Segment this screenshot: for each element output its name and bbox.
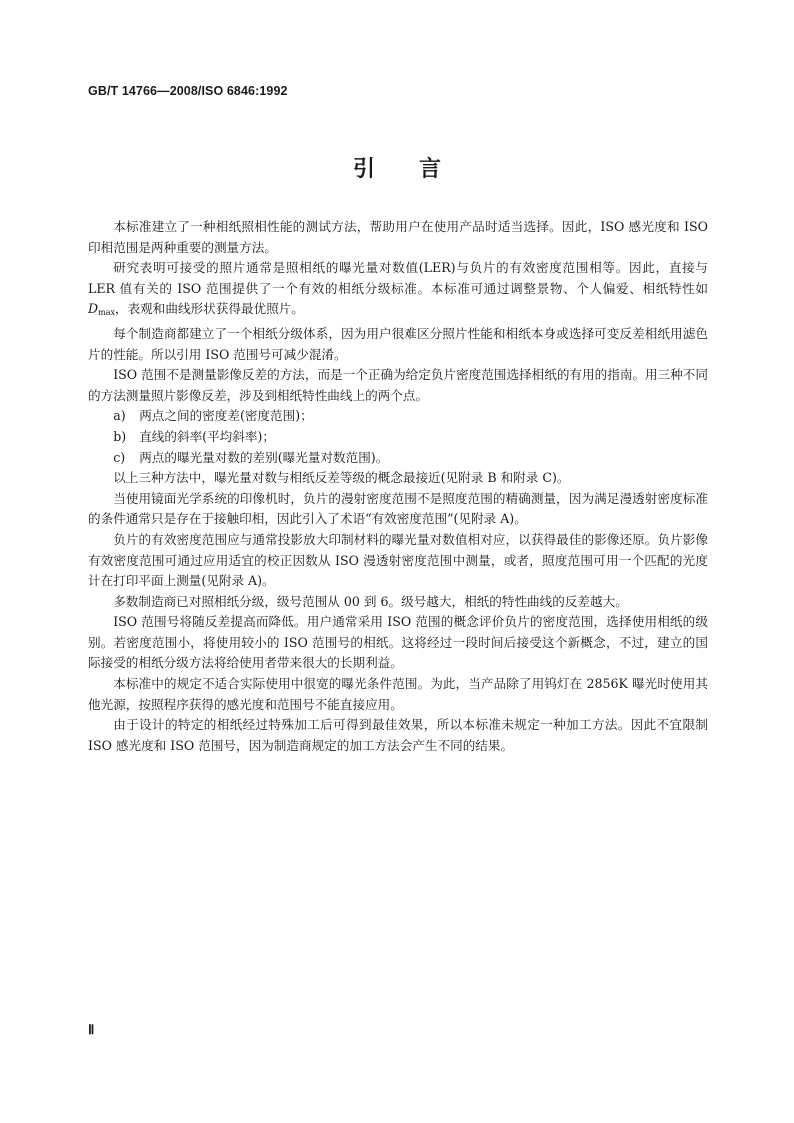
list-item-text: 直线的斜率(平均斜率)； [139, 428, 275, 444]
page-title: 引 言 [352, 157, 441, 182]
list-item-label: b) [113, 428, 127, 444]
page-number: Ⅱ [88, 1022, 95, 1037]
list-item-label: a) [113, 408, 126, 424]
paragraph: 本标准建立了一种相纸照相性能的测试方法，帮助用户在使用产品时适当选择。因此，ISO 感光度和 ISO 印相范围是两种重要的测量方法。 [88, 219, 708, 255]
list-item [88, 427, 708, 448]
paragraph: 本标准中的规定不适合实际使用中很宽的曝光条件范围。为此，当产品除了用钨灯在 2856K 曝光时使用其他光源，按照程序获得的感光度和范围号不能直接应用。 [88, 676, 708, 712]
paragraph: ISO 范围不是测量影像反差的方法，而是一个正确为给定负片密度范围选择相纸的有用的指南。用三种不同的方法测量照片影像反差，涉及到相纸特性曲线上的两个点。 [88, 367, 708, 403]
list-item-text: 两点的曝光量对数的差别(曝光量对数范围)。 [139, 449, 389, 465]
list-item [88, 406, 708, 427]
paragraph: 多数制造商已对照相纸分级，级号范围从 00 到 6。级号越大，相纸的特性曲线的反差越大。 [113, 593, 628, 609]
list-item-label: c) [113, 449, 126, 465]
paragraph: 由于设计的特定的相纸经过特殊加工后可得到最佳效果，所以本标准未规定一种加工方法。因此不宜限制 ISO 感光度和 ISO 范围号，因为制造商规定的加工方法会产生不同的结果。 [88, 717, 708, 753]
paragraph: ISO 范围号将随反差提高而降低。用户通常采用 ISO 范围的概念评价负片的密度范围，选择使用相纸的级别。若密度范围小，将使用较小的 ISO 范围号的相纸。这将经过一段时间后接受这个新概念，不过，建立的国际接受的相纸分级方法将给使用者带来很大的长期利益。 [88, 614, 708, 671]
paragraph [88, 258, 708, 324]
paragraph: 以上三种方法中，曝光量对数与相纸反差等级的概念最接近(见附录 B 和附录 C)。 [113, 470, 570, 486]
paragraph: 每个制造商都建立了一个相纸分级体系，因为用户很难区分照片性能和相纸本身或选择可变反差相纸用滤色片的性能。所以引用 ISO 范围号可减少混淆。 [88, 325, 708, 362]
list-item-text: 两点之间的密度差(密度范围)； [139, 408, 313, 424]
dmax-symbol: D [88, 301, 99, 317]
introduction-body [88, 217, 708, 756]
dmax-subscript: max [98, 308, 115, 318]
list-item [88, 448, 708, 469]
standard-code-header: GB/T 14766—2008/ISO 6846:1992 [88, 84, 288, 98]
paragraph: 当使用镜面光学系统的印像机时，负片的漫射密度范围不是照度范围的精确测量，因为满足漫透射密度标准的条件通常只是存在于接触印相，因此引入了术语“有效密度范围”(见附录 A)。 [88, 490, 708, 527]
paragraph-text: 研究表明可接受的照片通常是照相纸的曝光量对数值(LER)与负片的有效密度范围相等。因此，直接与 LER 值有关的 ISO 范围提供了一个有效的相纸分级标准。本标准可通过调整景物、个人偏爱、相纸特性如 [88, 260, 708, 296]
paragraph-text: ，表观和曲线形状获得最优照片。 [114, 301, 304, 317]
paragraph: 负片的有效密度范围应与通常投影放大印制材料的曝光量对数值相对应，以获得最佳的影像还原。负片影像有效密度范围可通过应用适宜的校正因数从 ISO 漫透射密度范围中测量，或者，照度范围可用一个匹配的光度计在打印平面上测量(见附录 A)。 [88, 531, 708, 589]
